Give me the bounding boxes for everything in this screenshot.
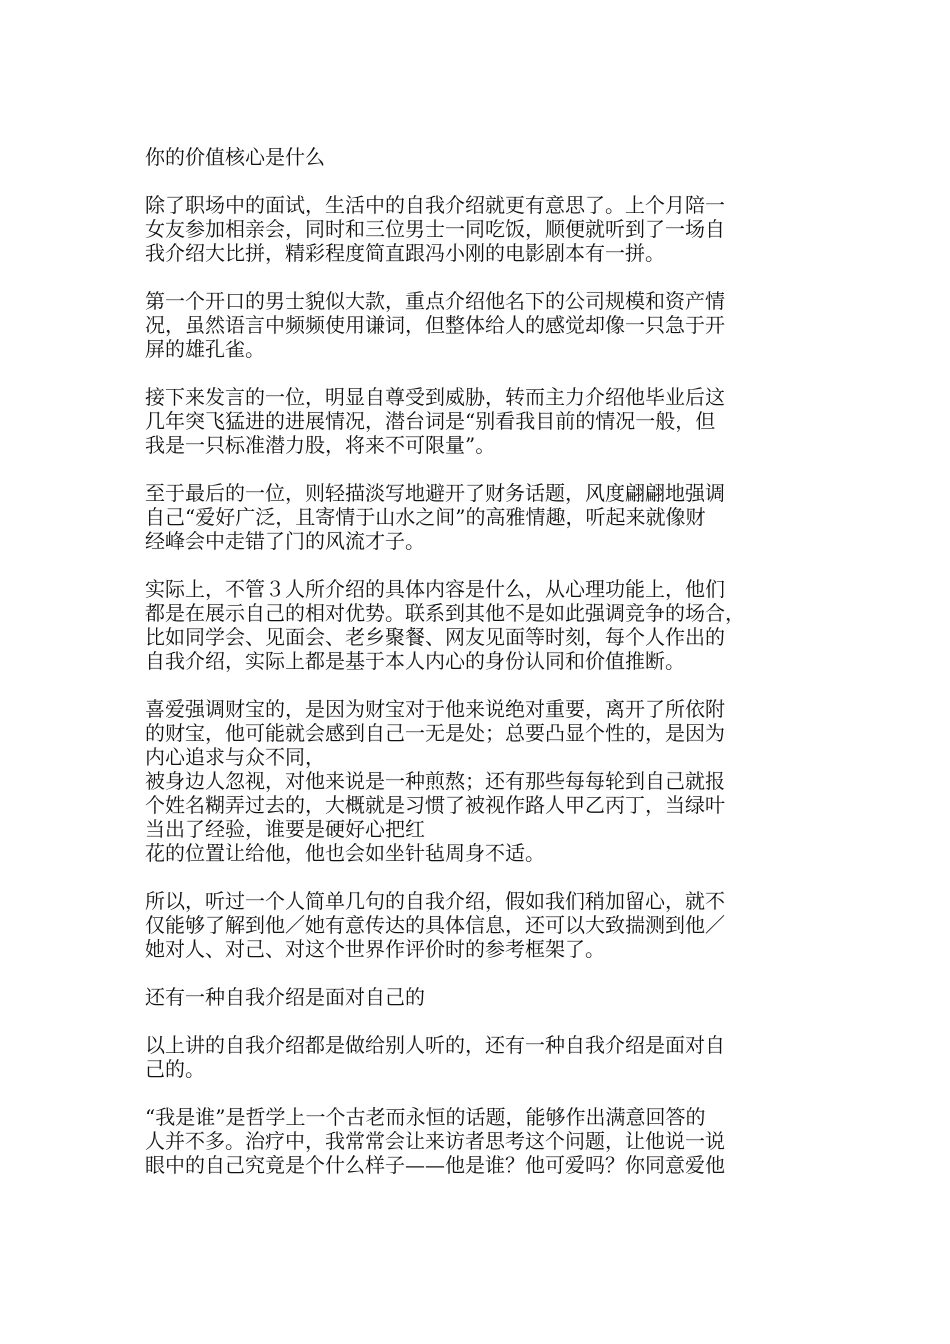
- paragraph: [145, 889, 805, 961]
- document-body: [145, 145, 805, 1201]
- text-line: 经峰会中走错了门的风流才子。: [145, 529, 425, 553]
- text-line: 还有一种自我介绍是面对自己的: [145, 985, 425, 1009]
- text-line: 至于最后的一位，则轻描淡写地避开了财务话题，风度翩翩地强调: [145, 481, 725, 505]
- text-line: 况，虽然语言中频频使用谦词，但整体给人的感觉却像一只急于开: [145, 313, 725, 337]
- text-line: 的财宝，他可能就会感到自己一无是处；总要凸显个性的，是因为: [145, 721, 725, 745]
- text-line: 比如同学会、见面会、老乡聚餐、网友见面等时刻，每个人作出的: [145, 625, 725, 649]
- text-line: 花的位置让给他，他也会如坐针毡周身不适。: [145, 841, 545, 865]
- text-line: 个姓名糊弄过去的，大概就是习惯了被视作路人甲乙丙丁，当绿叶: [145, 793, 725, 817]
- text-line: 她对人、对己、对这个世界作评价时的参考框架了。: [145, 937, 605, 961]
- text-line: 几年突飞猛进的进展情况，潜台词是“别看我目前的情况一般，但: [145, 409, 716, 433]
- text-line: 自己“爱好广泛，且寄情于山水之间”的高雅情趣，听起来就像财: [145, 505, 706, 529]
- section-heading: [145, 985, 805, 1009]
- text-line: “我是谁”是哲学上一个古老而永恒的话题，能够作出满意回答的: [145, 1105, 706, 1129]
- text-line: 己的。: [145, 1057, 205, 1081]
- text-line: 以上讲的自我介绍都是做给别人听的，还有一种自我介绍是面对自: [145, 1033, 725, 1057]
- text-line: 接下来发言的一位，明显自尊受到威胁，转而主力介绍他毕业后这: [145, 385, 725, 409]
- text-line: 我介绍大比拼，精彩程度简直跟冯小刚的电影剧本有一拼。: [145, 241, 665, 265]
- text-line: 仅能够了解到他／她有意传达的具体信息，还可以大致揣测到他／: [145, 913, 725, 937]
- section-heading: [145, 145, 805, 169]
- text-line: 喜爱强调财宝的，是因为财宝对于他来说绝对重要，离开了所依附: [145, 697, 725, 721]
- text-line: 当出了经验，谁要是硬好心把红: [145, 817, 425, 841]
- text-line: 被身边人忽视，对他来说是一种煎熬；还有那些每每轮到自己就报: [145, 769, 725, 793]
- text-line: 第一个开口的男士貌似大款，重点介绍他名下的公司规模和资产情: [145, 289, 725, 313]
- paragraph: [145, 697, 805, 865]
- text-line: 除了职场中的面试，生活中的自我介绍就更有意思了。上个月陪一: [145, 193, 725, 217]
- paragraph: [145, 289, 805, 361]
- text-line: 都是在展示自己的相对优势。联系到其他不是如此强调竞争的场合，: [145, 601, 745, 625]
- text-line: 女友参加相亲会，同时和三位男士一同吃饭，顺便就听到了一场自: [145, 217, 725, 241]
- text-line: 人并不多。治疗中，我常常会让来访者思考这个问题，让他说一说: [145, 1129, 725, 1153]
- text-line: 屏的雄孔雀。: [145, 337, 265, 361]
- paragraph: [145, 193, 805, 265]
- text-line: 眼中的自己究竟是个什么样子——他是谁？他可爱吗？你同意爱他: [145, 1153, 725, 1177]
- paragraph: [145, 577, 805, 673]
- paragraph: [145, 1033, 805, 1081]
- text-line: 自我介绍，实际上都是基于本人内心的身份认同和价值推断。: [145, 649, 685, 673]
- paragraph: [145, 481, 805, 553]
- paragraph: [145, 385, 805, 457]
- text-line: 内心追求与众不同，: [145, 745, 325, 769]
- paragraph: [145, 1105, 805, 1177]
- text-line: 你的价值核心是什么: [145, 145, 325, 169]
- text-line: 所以，听过一个人简单几句的自我介绍，假如我们稍加留心，就不: [145, 889, 725, 913]
- text-line: 我是一只标准潜力股，将来不可限量”。: [145, 433, 496, 457]
- text-line: 实际上，不管３人所介绍的具体内容是什么，从心理功能上，他们: [145, 577, 725, 601]
